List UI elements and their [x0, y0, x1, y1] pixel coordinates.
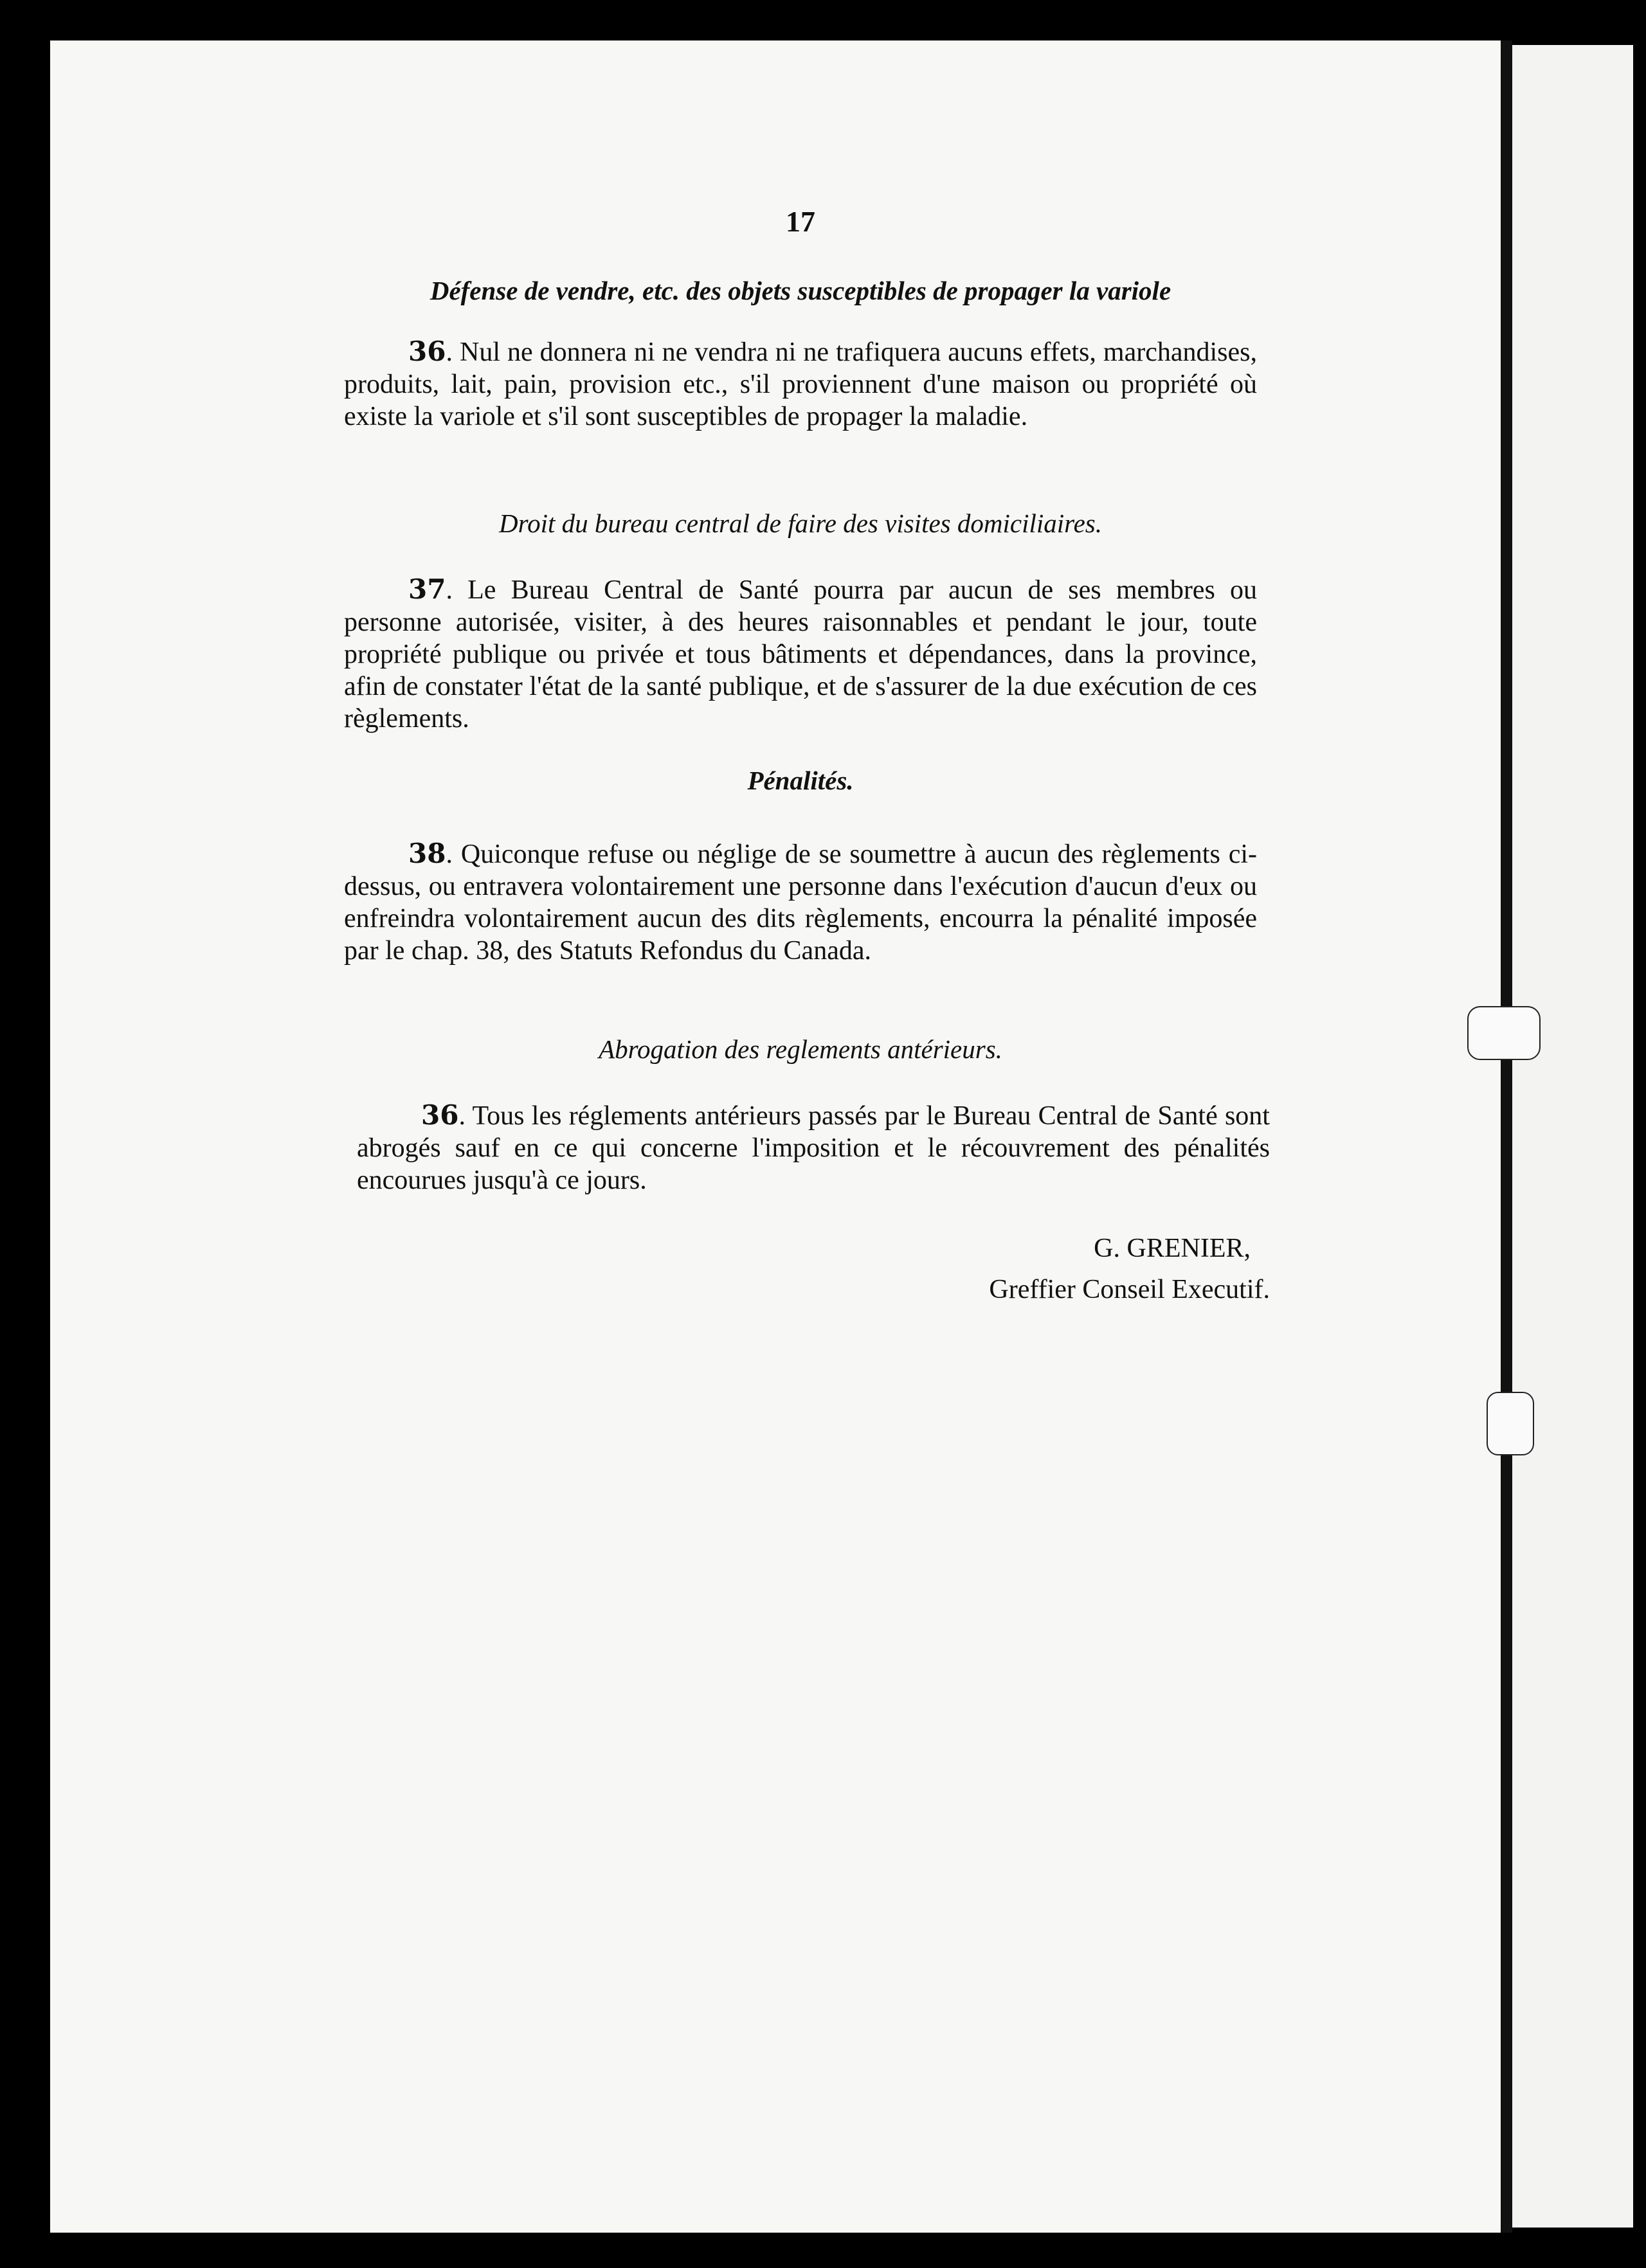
signatory-title: Greffier Conseil Executif. [989, 1275, 1270, 1304]
section-heading: Abrogation des reglements antérieurs. [599, 1034, 1002, 1064]
binding-stitch [1487, 1392, 1534, 1455]
binding-stitch [1467, 1006, 1541, 1060]
signatory-name: G. GRENIER, [1094, 1234, 1251, 1263]
article-text: Quiconque refuse ou néglige de se soumettre à aucun des règlements ci-dessus, ou entravera volontairement une personne dans l'exécution d'aucun d'eux ou enfreindra volontairement aucun des dits règlements, encourra la pénalité imposée par le chap. 38, des Statuts Refondus du Canada. [344, 840, 1257, 966]
section-heading: Pénalités. [747, 766, 854, 795]
adjacent-page-edge [1511, 45, 1633, 2228]
section-heading: Défense de vendre, etc. des objets susceptibles de propager la variole [430, 276, 1171, 305]
article-number: 36 [408, 336, 446, 367]
article-text: Nul ne donnera ni ne vendra ni ne trafiquera aucuns effets, marchandises, produits, lait, pain, provision etc., s'il proviennent d'une maison ou propriété où existe la variole et s'il sont susceptibles de propager la maladie. [344, 338, 1257, 431]
article-paragraph: 36. Nul ne donnera ni ne vendra ni ne trafiquera aucuns effets, marchandises, produits, lait, pain, provision etc., s'il proviennent d'une maison ou propriété où existe la variole et s'il sont susceptibles de propager la maladie. [344, 336, 1257, 431]
article-paragraph: 37. Le Bureau Central de Santé pourra par aucun de ses membres ou personne autorisée, visiter, à des heures raisonnables et pendant le jour, toute propriété publique ou privée et tous bâtiments et dépendances, dans la province, afin de constater l'état de la santé publique, et de s'assurer de la due exécution de ces règlements. [344, 573, 1257, 734]
page-binding [1501, 40, 1512, 2233]
signature-block [820, 1228, 1270, 1310]
article-text: Le Bureau Central de Santé pourra par aucun de ses membres ou personne autorisée, visiter, à des heures raisonnables et pendant le jour, toute propriété publique ou privée et tous bâtiments et dépendances, dans la province, afin de constater l'état de la santé publique, et de s'assurer de la due exécution de ces règlements. [344, 575, 1257, 734]
article-paragraph: 38. Quiconque refuse ou néglige de se soumettre à aucun des règlements ci-dessus, ou entravera volontairement une personne dans l'exécution d'aucun d'eux ou enfreindra volontairement aucun des dits règlements, encourra la pénalité imposée par le chap. 38, des Statuts Refondus du Canada. [344, 838, 1257, 966]
article-number: 37 [408, 573, 446, 605]
article-number: 36 [421, 1099, 459, 1131]
page-number: 17 [786, 205, 815, 238]
article-number: 38 [408, 838, 446, 869]
section-heading: Droit du bureau central de faire des visites domiciliaires. [499, 509, 1102, 538]
article-text: Tous les réglements antérieurs passés par le Bureau Central de Santé sont abrogés sauf en ce qui concerne l'imposition et le récouvrement des pénalités encourues jusqu'à ce jours. [357, 1101, 1270, 1195]
article-paragraph: 36. Tous les réglements antérieurs passés par le Bureau Central de Santé sont abrogés sauf en ce qui concerne l'imposition et le récouvrement des pénalités encourues jusqu'à ce jours. [357, 1099, 1270, 1195]
